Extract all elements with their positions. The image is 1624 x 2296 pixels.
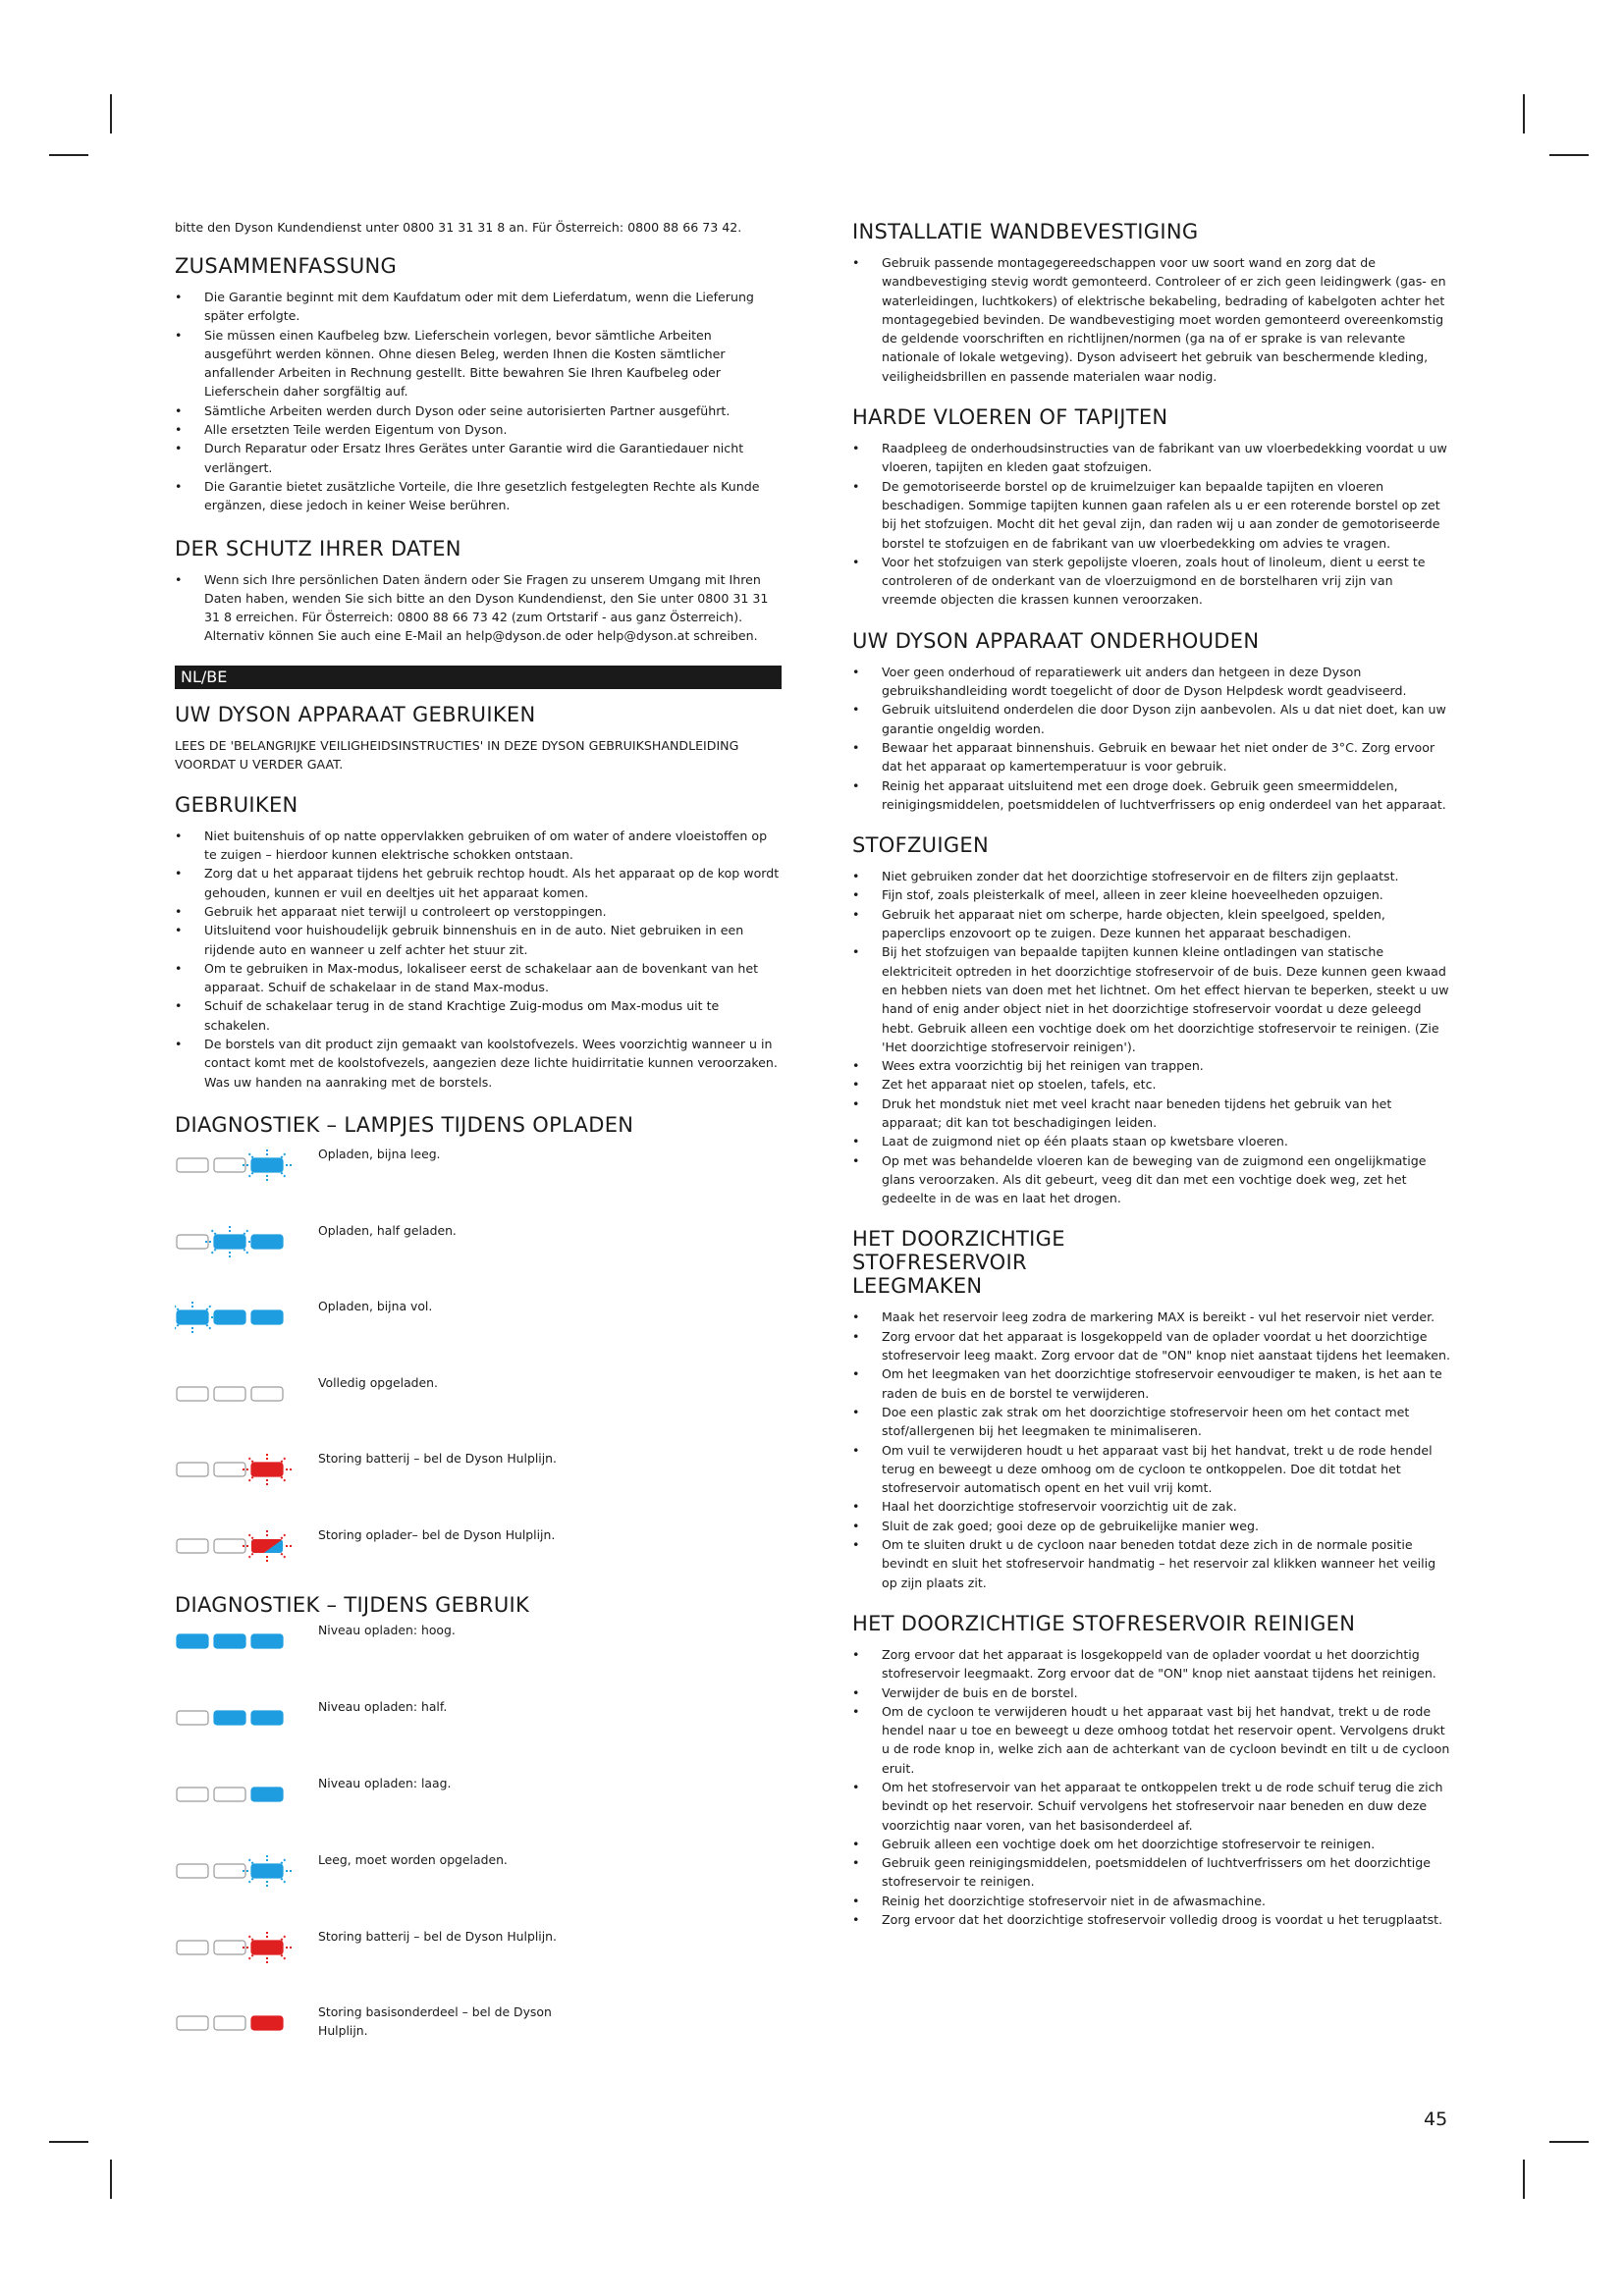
bullet-glyph: •: [852, 906, 860, 922]
diagnostic-row: [175, 1525, 782, 1602]
list-item-text: Gebruik het apparaat niet om scherpe, harde objecten, klein speelgoed, spelden, paperclips enzovoort op te zuigen. Deze kunnen het apparaat beschadigen.: [882, 906, 1385, 941]
list-item: [852, 942, 1451, 1056]
bullet-glyph: •: [852, 702, 860, 718]
list-item-text: Raadpleeg de onderhoudsinstructies van de fabrikant van uw vloerbedekking voordat u uw vloeren, tapijten en kleden gaat stofzuigen.: [882, 441, 1447, 475]
led-svg: [175, 1697, 318, 1740]
bullet-glyph: •: [852, 1912, 860, 1928]
crop-mark: [110, 2160, 112, 2199]
crop-mark: [49, 2141, 88, 2143]
diagnostic-label: Storing oplader– bel de Dyson Hulplijn.: [318, 1526, 556, 1542]
crop-mark: [1549, 154, 1589, 156]
list-item-text: De gemotoriseerde borstel op de kruimelzuiger kan bepaalde tapijten en vloeren beschadigen. Sommige tapijten kunnen gaan rafelen als u er een roterende borstel op zet bij het stofzuigen. Mocht dit het geval zijn, dan raden wij u aan zonder de gemotoriseerde borstel te stofzuigen en de fabrikant van uw vloerbedekking om advies te vragen.: [882, 478, 1440, 551]
section-title: UW DYSON APPARAAT ONDERHOUDEN: [852, 628, 1260, 653]
section-title: DER SCHUTZ IHRER DATEN: [175, 536, 461, 561]
flash-ray: [175, 1325, 179, 1330]
diagnostic-row: [175, 2002, 782, 2079]
section-title: HET DOORZICHTIGE STOFRESERVOIR LEEGMAKEN: [852, 1227, 1065, 1299]
list-item: [852, 885, 1451, 904]
led-svg: [175, 1449, 318, 1492]
list-item-text: Die Garantie beginnt mit dem Kaufdatum oder mit dem Lieferdatum, wenn die Lieferung später erfolgte.: [204, 290, 754, 324]
bullet-list: [175, 827, 782, 1092]
led-cell: [251, 1310, 283, 1324]
crop-mark: [110, 94, 112, 133]
bullet-glyph: •: [852, 1442, 860, 1458]
flash-ray: [281, 1172, 286, 1177]
bullet-glyph: •: [852, 944, 860, 960]
flash-ray: [248, 1477, 253, 1482]
led-cell: [214, 1788, 245, 1801]
list-item-text: Reinig het doorzichtige stofreservoir niet in de afwasmachine.: [882, 1893, 1267, 1908]
led-cell: [177, 1788, 208, 1801]
led-indicator-icon: [175, 1927, 318, 1970]
bullet-glyph: •: [175, 327, 183, 343]
left-column: [175, 218, 782, 2079]
section-title: DIAGNOSTIEK – LAMPJES TIJDENS OPLADEN: [175, 1112, 634, 1137]
bullet-glyph: •: [852, 887, 860, 903]
flash-ray: [248, 1153, 253, 1158]
list-item-text: Zorg ervoor dat het doorzichtige stofreservoir volledig droog is voordat u het terugplaatst.: [882, 1912, 1443, 1928]
bullet-glyph: •: [852, 1518, 860, 1533]
flash-ray: [248, 1936, 253, 1941]
list-item: [852, 700, 1451, 738]
list-item-text: Alle ersetzten Teile werden Eigentum von Dyson.: [204, 422, 508, 438]
list-item: [852, 1327, 1451, 1365]
bullet-glyph: •: [852, 1499, 860, 1515]
list-item: [852, 1497, 1451, 1516]
bullet-glyph: •: [852, 1404, 860, 1419]
list-item-text: Haal het doorzichtige stofreservoir voorzichtig uit de zak.: [882, 1499, 1237, 1515]
list-item-text: Om het leegmaken van het doorzichtige stofreservoir eenvoudiger te maken, is het aan te raden de buis en de borstel te verwijderen.: [882, 1366, 1442, 1401]
diagnostic-label: Storing batterij – bel de Dyson Hulplijn.: [318, 1451, 557, 1467]
bullet-glyph: •: [852, 1328, 860, 1344]
flash-ray: [281, 1534, 286, 1539]
list-item-text: Bij het stofzuigen van bepaalde tapijten kunnen kleine ontladingen van statische elektriciteit optreden in het doorzichtige stofreservoir of de buis. Deze kunnen geen kwaad en hebben niets van doen met het lichtnet. Om het effect hiervan te beperken, steekt u uw hand of enig ander object niet in het doorzichtige stofreservoir voordat u deze geleegd hebt. Gebruik alleen een vochtige doek om het doorzichtige stofreservoir te reinigen. (Zie 'Het doorzichtige stofreservoir reinigen').: [882, 944, 1449, 1054]
diagnostic-label: Storing basisonderdeel – bel de Dyson Hulplijn.: [318, 2004, 552, 2039]
led-indicator-icon: [175, 1774, 318, 1817]
list-item: [175, 401, 782, 420]
list-item: [852, 1075, 1451, 1094]
list-item-text: Schuif de schakelaar terug in de stand Krachtige Zuig-modus om Max-modus uit te schakelen.: [204, 998, 720, 1033]
diagnostic-label: Opladen, half geladen.: [318, 1222, 457, 1238]
list-item-text: Voer geen onderhoud of reparatiewerk uit anders dan hetgeen in deze Dyson gebruikshandleiding wordt toegelicht of door de Dyson Helpdesk wordt geadviseerd.: [882, 664, 1407, 699]
bullet-glyph: •: [852, 1780, 860, 1794]
list-item: [175, 959, 782, 997]
section-title: DIAGNOSTIEK – TIJDENS GEBRUIK: [175, 1593, 530, 1618]
list-item: [852, 1778, 1451, 1835]
list-item-text: Sluit de zak goed; gooi deze op de gebruikelijke manier weg.: [882, 1518, 1259, 1533]
bullet-list: [852, 439, 1451, 610]
list-item-text: Doe een plastic zak strak om het doorzichtige stofreservoir heen om het contact met stof/allergenen bij het leegmaken te minimaliseren.: [882, 1404, 1410, 1439]
led-indicator-icon: [175, 1621, 318, 1664]
bullet-list: [175, 570, 782, 646]
list-item-text: Sämtliche Arbeiten werden durch Dyson oder seine autorisierten Partner ausgeführt.: [204, 402, 731, 418]
list-item: [852, 1056, 1451, 1075]
diagnostic-row: [175, 1221, 782, 1298]
led-cell: [251, 1158, 283, 1172]
list-item-text: Niet buitenshuis of op natte oppervlakken gebruiken of om water of andere vloeistoffen op te zuigen – hierdoor kunnen elektrische schokken ontstaan.: [204, 828, 768, 863]
bullet-glyph: •: [175, 478, 183, 494]
led-cell: [177, 1158, 208, 1172]
flash-ray: [206, 1306, 211, 1310]
bullet-glyph: •: [852, 1836, 860, 1851]
list-item: [175, 288, 782, 326]
list-item: [175, 827, 782, 865]
list-item: [852, 1517, 1451, 1535]
bullet-glyph: •: [175, 998, 183, 1014]
led-cell: [251, 1235, 283, 1249]
crop-mark: [1523, 2160, 1525, 2199]
led-svg: [175, 1927, 318, 1970]
bullet-glyph: •: [175, 290, 183, 304]
list-item: [852, 663, 1451, 701]
flash-ray: [244, 1230, 248, 1235]
diagnostic-row: [175, 1927, 782, 2003]
led-cell: [251, 1788, 283, 1801]
list-item: [175, 1035, 782, 1092]
flash-ray: [281, 1477, 286, 1482]
bullet-glyph: •: [852, 664, 860, 679]
led-svg: [175, 1373, 318, 1416]
led-cell: [177, 1387, 208, 1401]
bullet-glyph: •: [852, 1152, 860, 1168]
crop-mark: [1549, 2141, 1589, 2143]
bullet-glyph: •: [852, 1855, 860, 1871]
diagnostics-charging-list: [175, 1145, 782, 1602]
bullet-glyph: •: [852, 1646, 860, 1662]
led-cell: [251, 2016, 283, 2030]
led-cell: [177, 1235, 208, 1249]
list-item: [175, 439, 782, 477]
led-cell: [214, 1539, 245, 1553]
flash-ray: [248, 1954, 253, 1959]
section-title: STOFZUIGEN: [852, 833, 989, 858]
led-cell: [251, 1463, 283, 1476]
list-item-text: Zet het apparaat niet op stoelen, tafels, etc.: [882, 1077, 1157, 1093]
bullet-list: [175, 288, 782, 515]
safety-warning: LEES DE 'BELANGRIJKE VEILIGHEIDSINSTRUCTIES' IN DEZE DYSON GEBRUIKSHANDLEIDING VOORDAT U VERDER GAAT.: [175, 737, 739, 772]
led-cell: [251, 1711, 283, 1725]
led-indicator-icon: [175, 1221, 318, 1264]
led-cell: [214, 1864, 245, 1878]
bullet-list: [852, 1308, 1451, 1591]
led-indicator-icon: [175, 1697, 318, 1740]
list-item: [175, 921, 782, 959]
bullet-glyph: •: [852, 1058, 860, 1074]
list-item: [852, 1683, 1451, 1702]
section-title: HARDE VLOEREN OF TAPIJTEN: [852, 405, 1168, 430]
list-item: [852, 1132, 1451, 1150]
list-item-text: Gebruik geen reinigingsmiddelen, poetsmiddelen of luchtverfrissers om het doorzichtige stofreservoir te reinigen.: [882, 1855, 1432, 1890]
led-indicator-icon: [175, 1373, 318, 1416]
bullet-glyph: •: [175, 960, 183, 976]
diagnostic-label: Opladen, bijna leeg.: [318, 1146, 441, 1161]
section-title: UW DYSON APPARAAT GEBRUIKEN: [175, 702, 536, 726]
list-item: [175, 864, 782, 902]
list-item-text: Op met was behandelde vloeren kan de beweging van de zuigmond een ongelijkmatige glans veroorzaken. Als dit gebeurt, veeg dit dan met een vochtige doek weg, zet het gedeelte in de was en laat het drogen.: [882, 1152, 1427, 1206]
list-item-text: Gebruik alleen een vochtige doek om het doorzichtige stofreservoir te reinigen.: [882, 1836, 1376, 1851]
list-item-text: Sie müssen einen Kaufbeleg bzw. Lieferschein vorlegen, bevor sämtliche Arbeiten ausgeführt werden können. Ohne diesen Beleg, werden Ihnen die Kosten sämtlicher anfallender Arbeiten in Rechnung gestellt. Bitte bewahren Sie Ihren Kaufbeleg oder Lieferschein daher sorgfältig auf.: [204, 327, 726, 400]
list-item-text: Fijn stof, zoals pleisterkalk of meel, alleen in zeer kleine hoeveelheden opzuigen.: [882, 887, 1383, 903]
list-item-text: Reinig het apparaat uitsluitend met een droge doek. Gebruik geen smeermiddelen, reinigingsmiddelen, poetsmiddelen of luchtverfrissers op enig onderdeel van het apparaat.: [882, 777, 1446, 812]
bullet-list: [852, 867, 1451, 1207]
list-item: [852, 253, 1451, 386]
led-cell: [177, 1539, 208, 1553]
led-cell: [177, 1864, 208, 1878]
list-item: [852, 477, 1451, 553]
flash-ray: [175, 1306, 179, 1310]
list-item: [175, 477, 782, 515]
list-item: [175, 420, 782, 439]
bullet-glyph: •: [852, 1095, 860, 1111]
flash-ray: [281, 1458, 286, 1463]
led-cell: [214, 1711, 245, 1725]
led-indicator-icon: [175, 2002, 318, 2046]
bullet-glyph: •: [852, 777, 860, 793]
flash-ray: [248, 1458, 253, 1463]
list-item-text: De borstels van dit product zijn gemaakt van koolstofvezels. Wees voorzichtig wanneer u in contact komt met de koolstofvezels, aangezien deze lichte huidirritatie kunnen veroorzaken. Was uw handen na aanraking met de borstels.: [204, 1037, 778, 1090]
led-cell: [251, 1634, 283, 1648]
section-title: HET DOORZICHTIGE STOFRESERVOIR REINIGEN: [852, 1611, 1356, 1635]
led-svg: [175, 1221, 318, 1264]
list-item-text: Bewaar het apparaat binnenshuis. Gebruik en bewaar het niet onder de 3°C. Zorg ervoor dat het apparaat op kamertemperatuur is voor gebruik.: [882, 739, 1435, 774]
led-cell: [177, 2016, 208, 2030]
bullet-glyph: •: [852, 478, 860, 494]
led-indicator-icon: [175, 1850, 318, 1894]
bullet-glyph: •: [175, 571, 183, 587]
list-item-text: Wees extra voorzichtig bij het reinigen van trappen.: [882, 1058, 1204, 1074]
bullet-glyph: •: [852, 1077, 860, 1093]
led-cell: [214, 1158, 245, 1172]
section-title: ZUSAMMENFASSUNG: [175, 254, 398, 278]
list-item-text: Maak het reservoir leeg zodra de markering MAX is bereikt - vul het reservoir niet verder.: [882, 1309, 1435, 1325]
diagnostic-row: [175, 1373, 782, 1450]
led-svg: [175, 1297, 318, 1340]
list-item-text: Wenn sich Ihre persönlichen Daten ändern oder Sie Fragen zu unserem Umgang mit Ihren Daten haben, wenden Sie sich bitte an den Dyson Kundendienst, den Sie unter 0800 31 31 31 8 erreichen. Für Österreich: 0800 88 66 73 42 (zum Ortstarif - aus ganz Österreich). Alternativ können Sie auch eine E-Mail an help@dyson.de oder help@dyson.at schreiben.: [204, 571, 769, 644]
led-svg: [175, 1145, 318, 1188]
led-cell: [177, 1310, 208, 1324]
led-cell: [251, 1864, 283, 1878]
list-item-text: Uitsluitend voor huishoudelijk gebruik binnenshuis en in de auto. Niet gebruiken in een rijdende auto en wanneer u zelf achter het stuur zit.: [204, 923, 744, 957]
diagnostic-label: Niveau opladen: laag.: [318, 1776, 452, 1791]
list-item-text: Om te sluiten drukt u de cycloon naar beneden totdat deze zich in de normale positie bevindt en sluit het stofreservoir handmatig – het reservoir zal klikken wanneer het veilig op zijn plaats zit.: [882, 1537, 1436, 1590]
flash-ray: [281, 1553, 286, 1558]
flash-ray: [244, 1249, 248, 1254]
led-cell: [251, 1941, 283, 1954]
flash-ray: [248, 1172, 253, 1177]
diagnostic-label: Opladen, bijna vol.: [318, 1299, 433, 1314]
flash-ray: [281, 1936, 286, 1941]
list-item: [175, 996, 782, 1035]
bullet-glyph: •: [852, 1366, 860, 1382]
led-svg: [175, 1621, 318, 1664]
list-item: [852, 1095, 1451, 1133]
list-item: [852, 1835, 1451, 1853]
bullet-glyph: •: [175, 828, 183, 843]
bullet-glyph: •: [852, 1134, 860, 1149]
list-item: [852, 1151, 1451, 1208]
list-item-text: Laat de zuigmond niet op één plaats staan op kwetsbare vloeren.: [882, 1134, 1288, 1149]
list-item: [852, 1910, 1451, 1929]
diagnostic-row: [175, 1145, 782, 1221]
flash-ray: [248, 1878, 253, 1883]
led-indicator-icon: [175, 1145, 318, 1188]
list-item-text: Om vuil te verwijderen houdt u het apparaat vast bij het handvat, trekt u de rode hendel terug en beweegt u deze omhoog om de cycloon te ontkoppelen. Doe dit totdat het stofreservoir automatisch opent en het vuil vrij komt.: [882, 1442, 1433, 1496]
flash-ray: [248, 1534, 253, 1539]
list-item: [175, 326, 782, 401]
list-item-text: Om het stofreservoir van het apparaat te ontkoppelen trekt u de rode schuif terug die zich bevindt op het reservoir. Schuif vervolgens het stofreservoir naar beneden en duw deze voorzichtig naar voren, van het basisonderdeel af.: [882, 1780, 1443, 1833]
language-label: NL/BE: [175, 666, 782, 689]
list-item: [852, 1308, 1451, 1326]
led-cell: [177, 1463, 208, 1476]
bullet-glyph: •: [852, 255, 860, 270]
list-item: [852, 1535, 1451, 1592]
list-item: [175, 570, 782, 646]
led-indicator-icon: [175, 1297, 318, 1340]
bullet-glyph: •: [852, 1703, 860, 1719]
list-item: [852, 738, 1451, 776]
bullet-glyph: •: [175, 923, 183, 938]
bullet-glyph: •: [852, 869, 860, 884]
diagnostic-label: Niveau opladen: hoog.: [318, 1623, 456, 1638]
flash-ray: [281, 1878, 286, 1883]
diagnostic-row: [175, 1697, 782, 1774]
list-item-text: Gebruik uitsluitend onderdelen die door Dyson zijn aanbevolen. Als u dat niet doet, kan uw garantie ongeldig worden.: [882, 702, 1446, 736]
flash-ray: [281, 1153, 286, 1158]
diagnostic-row: [175, 1449, 782, 1525]
bullet-glyph: •: [175, 402, 183, 418]
led-cell: [214, 1310, 245, 1324]
led-cell: [214, 1235, 245, 1249]
led-cell: [214, 1634, 245, 1648]
flash-ray: [248, 1859, 253, 1864]
list-item: [852, 1702, 1451, 1778]
flash-ray: [281, 1859, 286, 1864]
crop-mark: [49, 154, 88, 156]
led-indicator-icon: [175, 1449, 318, 1492]
list-item: [852, 905, 1451, 943]
flash-ray: [248, 1553, 253, 1558]
list-item-text: Om te gebruiken in Max-modus, lokaliseer eerst de schakelaar aan de bovenkant van het apparaat. Schuif de schakelaar in de stand Max-modus.: [204, 960, 759, 995]
led-cell: [214, 1387, 245, 1401]
right-column: [852, 218, 1451, 1929]
bullet-glyph: •: [852, 554, 860, 569]
list-item: [852, 1645, 1451, 1683]
section-title: GEBRUIKEN: [175, 792, 298, 817]
diagnostic-label: Storing batterij – bel de Dyson Hulplijn.: [318, 1928, 557, 1944]
bullet-list: [852, 663, 1451, 814]
bullet-glyph: •: [852, 1309, 860, 1325]
flash-ray: [211, 1249, 216, 1254]
led-cell: [251, 1539, 283, 1553]
led-cell: [177, 1634, 208, 1648]
led-svg: [175, 2002, 318, 2046]
list-item: [852, 1853, 1451, 1892]
list-item-text: Die Garantie bietet zusätzliche Vorteile, die Ihre gesetzlich festgelegten Rechte als Kunde ergänzen, diese jedoch in keiner Weise berühren.: [204, 478, 760, 513]
list-item-text: Gebruik passende montagegereedschappen voor uw soort wand en zorg dat de wandbevestiging stevig wordt gemonteerd. Controleer of er zich geen leidingwerk (gas- en waterleidingen, luchtkokers) of elektrische bekabeling, bedrading of kabelgoten achter het montagegebied bevinden. De wandbevestiging moet worden gemonteerd overeenkomstig de geldende voorschriften en richtlijnen/normen (ga na of er sprake is van relevante nationale of lokale wetgeving). Dyson adviseert het gebruik van beschermende kleding, veiligheidsbrillen en passende materialen waar nodig.: [882, 255, 1446, 384]
list-item-text: Voor het stofzuigen van sterk gepolijste vloeren, zoals hout of linoleum, dient u eerst te controleren of de onderkant van de vloerzuigmond en de borstelharen vrij zijn van vreemde objecten die krassen kunnen veroorzaken.: [882, 554, 1426, 608]
led-cell: [214, 1463, 245, 1476]
list-item-text: Zorg ervoor dat het apparaat is losgekoppeld van de oplader voordat u het doorzichtige stofreservoir leeg maakt. Zorg ervoor dat de "ON" knop niet aanstaat tijdens het leemaken.: [882, 1328, 1451, 1363]
list-item: [852, 439, 1451, 477]
diagnostic-label: Niveau opladen: half.: [318, 1699, 448, 1715]
bullet-glyph: •: [852, 1893, 860, 1908]
bullet-glyph: •: [852, 1537, 860, 1553]
crop-mark: [1523, 94, 1525, 133]
list-item-text: Zorg dat u het apparaat tijdens het gebruik rechtop houdt. Als het apparaat op de kop wordt gehouden, kunnen er vuil en deeltjes uit het apparaat komen.: [204, 866, 780, 900]
diagnostic-row: [175, 1774, 782, 1850]
list-item: [852, 867, 1451, 885]
diagnostics-usage-list: [175, 1621, 782, 2079]
led-cell: [177, 1711, 208, 1725]
list-item: [175, 902, 782, 921]
led-svg: [175, 1525, 318, 1569]
list-item-text: Druk het mondstuk niet met veel kracht naar beneden tijdens het gebruik van het apparaat; dit kan tot beschadigingen leiden.: [882, 1095, 1392, 1130]
bullet-list: [852, 253, 1451, 386]
bullet-glyph: •: [175, 441, 183, 456]
bullet-glyph: •: [852, 441, 860, 456]
list-item-text: Om de cycloon te verwijderen houdt u het apparaat vast bij het handvat, trekt u de rode hendel naar u toe en beweegt u deze omhoog totdat het reservoir opent. Vervolgens drukt u de rode knop in, welke zich aan de achterkant van de cycloon bevindt en tilt u de cycloon eruit.: [882, 1703, 1450, 1776]
flash-ray: [281, 1954, 286, 1959]
led-cell: [177, 1941, 208, 1954]
page-number: 45: [1424, 2109, 1448, 2130]
led-cell: [251, 1387, 283, 1401]
list-item: [852, 1441, 1451, 1498]
list-item-text: Gebruik het apparaat niet terwijl u controleert op verstoppingen.: [204, 903, 607, 919]
bullet-glyph: •: [175, 422, 183, 438]
list-item-text: Zorg ervoor dat het apparaat is losgekoppeld van de oplader voordat u het doorzichtig stofreservoir leegmaakt. Zorg ervoor dat de "ON" knop niet aanstaat tijdens het reinigen.: [882, 1646, 1436, 1682]
list-item: [852, 1364, 1451, 1403]
led-cell: [214, 1941, 245, 1954]
list-item: [852, 776, 1451, 815]
section-title: INSTALLATIE WANDBEVESTIGING: [852, 220, 1199, 243]
led-indicator-icon: [175, 1525, 318, 1569]
list-item: [852, 1403, 1451, 1441]
bullet-glyph: •: [852, 739, 860, 755]
led-svg: [175, 1774, 318, 1817]
diagnostic-row: [175, 1297, 782, 1373]
led-cell: [214, 2016, 245, 2030]
list-item-text: Niet gebruiken zonder dat het doorzichtige stofreservoir en de filters zijn geplaatst.: [882, 869, 1399, 884]
list-item-text: Verwijder de buis en de borstel.: [882, 1684, 1078, 1700]
bullet-glyph: •: [175, 866, 183, 881]
diagnostic-row: [175, 1850, 782, 1927]
diagnostic-label: Leeg, moet worden opgeladen.: [318, 1851, 508, 1867]
bullet-glyph: •: [175, 1037, 183, 1052]
list-item-text: Durch Reparatur oder Ersatz Ihres Gerätes unter Garantie wird die Garantiedauer nicht verlängert.: [204, 441, 744, 475]
bullet-glyph: •: [175, 903, 183, 919]
bullet-list: [852, 1645, 1451, 1929]
diagnostic-label: Volledig opgeladen.: [318, 1374, 438, 1390]
flash-ray: [211, 1230, 216, 1235]
bullet-glyph: •: [852, 1684, 860, 1700]
list-item: [852, 1892, 1451, 1910]
list-item: [852, 553, 1451, 610]
intro-paragraph: bitte den Dyson Kundendienst unter 0800 31 31 31 8 an. Für Österreich: 0800 88 66 73 42.: [175, 220, 742, 235]
led-svg: [175, 1850, 318, 1894]
diagnostic-row: [175, 1621, 782, 1697]
flash-ray: [206, 1325, 211, 1330]
